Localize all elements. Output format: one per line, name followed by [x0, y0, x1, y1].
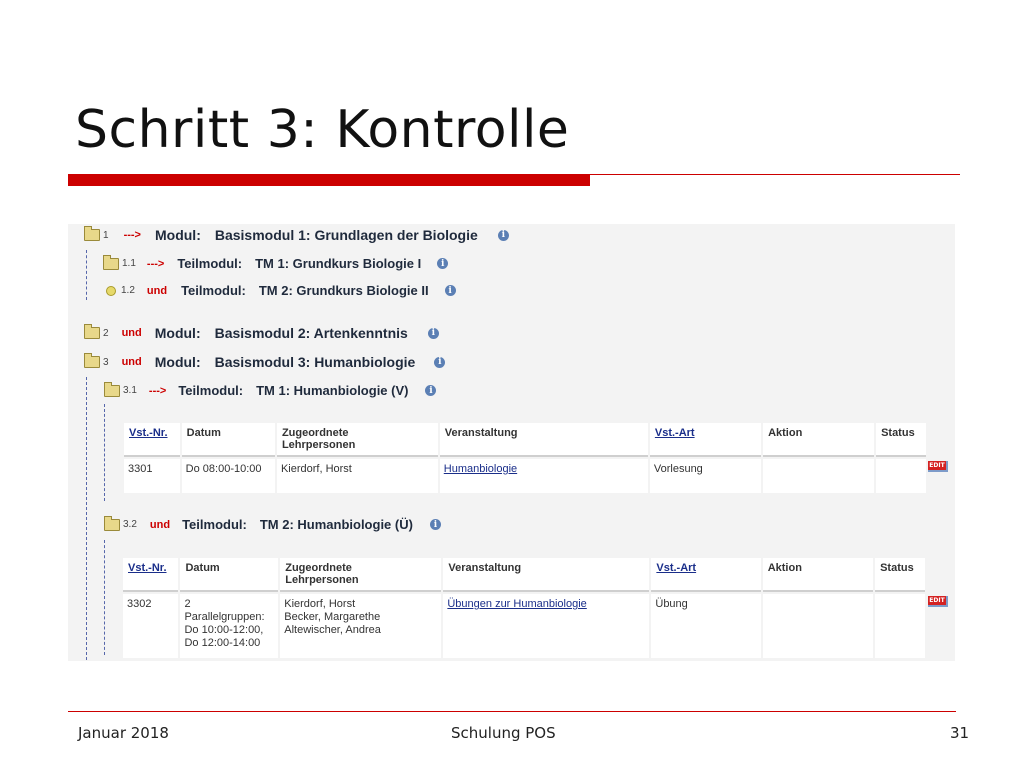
header-text: Zugeordnete — [285, 562, 352, 574]
cell-vst-art: Vorlesung — [650, 459, 761, 493]
folder-open-icon — [104, 519, 120, 531]
connector-label: und — [146, 284, 168, 297]
header-text: Lehrpersonen — [281, 439, 356, 451]
tree-row-modul-3[interactable] — [84, 353, 445, 371]
veranstaltung-link[interactable]: Übungen zur Humanbiologie — [447, 598, 587, 610]
column-header-veranstaltung: Veranstaltung — [440, 423, 648, 457]
folder-open-icon — [84, 356, 100, 368]
folder-icon — [84, 327, 100, 339]
tree-node-number: 1.2 — [121, 285, 135, 296]
cell-status — [876, 459, 926, 493]
folder-open-icon — [84, 229, 100, 241]
column-header-veranstaltung: Veranstaltung — [443, 558, 649, 592]
info-icon[interactable]: i — [437, 258, 448, 269]
node-name[interactable]: Basismodul 2: Artenkenntnis — [214, 325, 408, 341]
sort-link-vst-art[interactable]: Vst.-Art — [656, 562, 697, 574]
tree-row-teilmodul-1-2[interactable] — [104, 282, 456, 299]
tree-row-modul-2[interactable] — [84, 324, 439, 342]
lehrperson: Altewischer, Andrea — [284, 624, 381, 636]
header-text: Lehrpersonen — [285, 574, 359, 586]
connector-label: und — [121, 327, 142, 339]
bullet-icon — [106, 286, 116, 296]
cell-aktion — [763, 459, 874, 493]
veranstaltung-link[interactable]: Humanbiologie — [443, 463, 518, 475]
footer-date: Januar 2018 — [78, 724, 169, 742]
folder-open-icon — [104, 385, 120, 397]
connector-label: ---> — [146, 257, 165, 270]
node-name[interactable]: TM 1: Grundkurs Biologie I — [255, 256, 422, 271]
info-icon[interactable]: i — [434, 357, 445, 368]
table-row — [124, 459, 926, 493]
slide-number: 31 — [950, 724, 970, 742]
node-name[interactable]: TM 2: Grundkurs Biologie II — [258, 283, 429, 298]
info-icon[interactable]: i — [430, 519, 441, 530]
cell-vst-art: Übung — [651, 594, 760, 658]
lehrperson: Becker, Margarethe — [284, 611, 381, 623]
tree-row-teilmodul-1-1[interactable] — [103, 255, 448, 272]
node-kind-label: Modul: — [154, 325, 201, 341]
cell-datum — [180, 594, 278, 658]
lehrperson: Kierdorf, Horst — [284, 598, 356, 610]
node-kind-label: Teilmodul: — [182, 517, 247, 532]
tree-guide-line — [104, 404, 105, 501]
cell-lehrpersonen — [280, 594, 441, 658]
node-kind-label: Teilmodul: — [178, 383, 244, 398]
node-kind-label: Modul: — [154, 227, 201, 243]
veranstaltungen-table — [121, 556, 927, 660]
tree-guide-line — [104, 540, 105, 655]
node-name[interactable]: TM 2: Humanbiologie (Ü) — [259, 517, 413, 532]
info-icon[interactable]: i — [428, 328, 439, 339]
column-header-vst-nr[interactable] — [123, 558, 178, 592]
info-icon[interactable]: i — [498, 230, 509, 241]
tree-node-number: 1.1 — [122, 258, 136, 269]
edit-icon[interactable]: EDIT — [928, 596, 948, 607]
datum-line: Do 12:00-14:00 — [184, 637, 261, 649]
column-header-vst-nr[interactable] — [124, 423, 180, 457]
tree-row-teilmodul-3-2[interactable] — [104, 516, 441, 533]
info-icon[interactable]: i — [425, 385, 436, 396]
tree-row-teilmodul-3-1[interactable] — [104, 382, 436, 399]
tree-guide-line — [86, 250, 87, 300]
column-header-datum: Datum — [182, 423, 275, 457]
cell-veranstaltung — [443, 594, 649, 658]
tree-node-number: 1 — [103, 229, 109, 241]
veranstaltungen-table — [122, 421, 928, 495]
tree-guide-line — [86, 377, 87, 660]
column-header-vst-art[interactable] — [651, 558, 760, 592]
node-name[interactable]: TM 1: Humanbiologie (V) — [256, 383, 409, 398]
column-header-lehrpersonen — [280, 558, 441, 592]
column-header-status: Status — [875, 558, 925, 592]
datum-line: Parallelgruppen: — [184, 611, 265, 623]
datum-line: 2 — [184, 598, 191, 610]
connector-label: und — [149, 518, 171, 531]
connector-label: ---> — [148, 384, 167, 397]
connector-label: ---> — [123, 229, 141, 241]
column-header-datum: Datum — [180, 558, 278, 592]
edit-icon[interactable]: EDIT — [928, 461, 948, 472]
cell-lehrpersonen: Kierdorf, Horst — [277, 459, 438, 493]
column-header-lehrpersonen — [277, 423, 438, 457]
cell-status — [875, 594, 925, 658]
sort-link-vst-art[interactable]: Vst.-Art — [654, 427, 695, 439]
header-text: Zugeordnete — [281, 427, 349, 439]
tree-node-number: 3 — [103, 356, 109, 368]
cell-vst-nr: 3301 — [124, 459, 180, 493]
footer-divider — [68, 711, 956, 712]
column-header-aktion: Aktion — [763, 558, 873, 592]
tree-row-modul-1[interactable] — [84, 226, 509, 244]
title-accent-bar — [68, 174, 590, 186]
sort-link-vst-nr[interactable]: Vst.-Nr. — [129, 427, 168, 439]
folder-icon — [103, 258, 119, 270]
node-name[interactable]: Basismodul 3: Humanbiologie — [214, 354, 416, 370]
table-row — [123, 594, 925, 658]
tree-node-number: 2 — [103, 327, 109, 339]
table-header-row — [123, 558, 925, 592]
column-header-aktion: Aktion — [763, 423, 874, 457]
tree-node-number: 3.2 — [123, 519, 137, 530]
node-kind-label: Modul: — [154, 354, 201, 370]
tree-node-number: 3.1 — [123, 385, 137, 396]
cell-veranstaltung — [440, 459, 648, 493]
slide-title: Schritt 3: Kontrolle — [75, 100, 570, 160]
column-header-vst-art[interactable] — [650, 423, 761, 457]
node-kind-label: Teilmodul: — [177, 256, 243, 271]
datum-line: Do 10:00-12:00, — [184, 624, 264, 636]
sort-link-vst-nr[interactable]: Vst.-Nr. — [128, 562, 167, 574]
table-header-row — [124, 423, 926, 457]
connector-label: und — [121, 356, 142, 368]
node-kind-label: Teilmodul: — [181, 283, 246, 298]
footer-title: Schulung POS — [451, 724, 556, 742]
cell-aktion — [763, 594, 873, 658]
info-icon[interactable]: i — [445, 285, 456, 296]
cell-datum: Do 08:00-10:00 — [182, 459, 275, 493]
node-name[interactable]: Basismodul 1: Grundlagen der Biologie — [214, 227, 478, 243]
cell-vst-nr: 3302 — [123, 594, 178, 658]
column-header-status: Status — [876, 423, 926, 457]
title-accent-line — [590, 174, 960, 175]
